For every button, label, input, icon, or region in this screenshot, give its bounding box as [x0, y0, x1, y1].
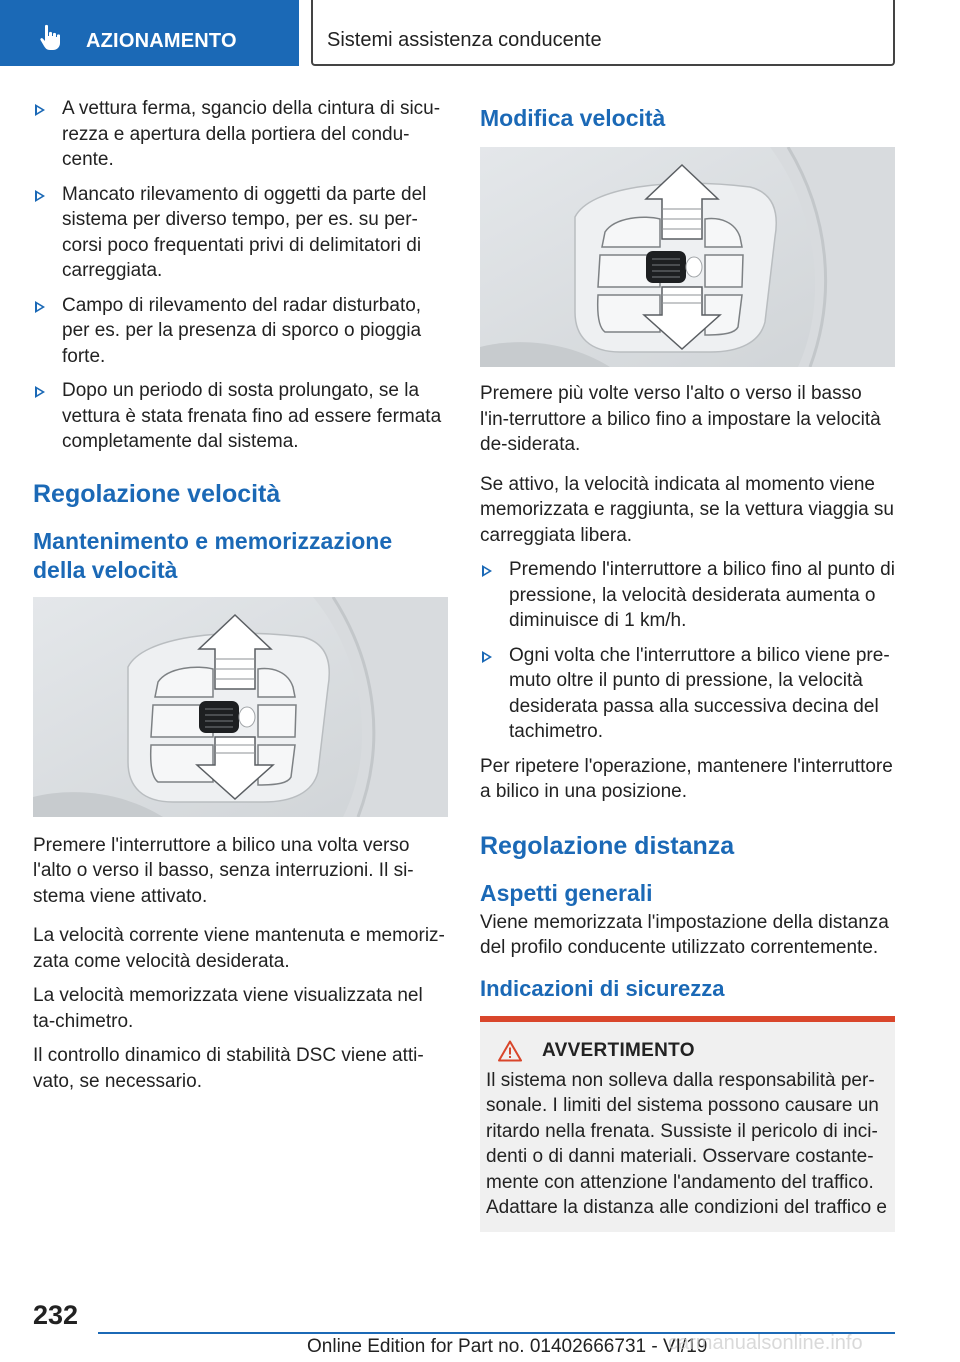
section-tab[interactable]	[0, 0, 299, 66]
right-column	[480, 104, 895, 1232]
bullet-item: Premendo l'interruttore a bilico fino al punto di pressione, la velocità desiderata aumenta o diminuisce di 1 km/h.	[480, 557, 895, 634]
paragraph: Viene memorizzata l'impostazione della distanza del profilo conducente utilizzato correntemente.	[480, 911, 889, 958]
warning-triangle-icon	[498, 1040, 522, 1062]
bullet-item: A vettura ferma, sgancio della cintura di sicu-rezza e apertura della portiera del condu-cente.	[33, 96, 448, 173]
left-column	[33, 96, 448, 1103]
steering-switch-figure	[33, 597, 448, 817]
section-label: AZIONAMENTO	[86, 30, 237, 52]
subsection-heading: Mantenimento e memorizzazione della velocità	[33, 527, 393, 583]
bullet-item: Campo di rilevamento del radar disturbato, per es. per la presenza di sporco o pioggia forte.	[33, 293, 448, 370]
subsection-heading: Aspetti generali	[480, 879, 653, 906]
warning-title: AVVERTIMENTO	[542, 1039, 695, 1061]
steering-switch-figure	[480, 147, 895, 367]
paragraph: Se attivo, la velocità indicata al momento viene memorizzata e raggiunta, se la vettura viaggia su carreggiata libera.	[480, 473, 894, 546]
chapter-title-box	[311, 0, 895, 66]
subsection-heading: Modifica velocità	[480, 105, 666, 131]
page-number: 232	[33, 1300, 79, 1330]
watermark: carmanualsonline.info	[668, 1332, 863, 1354]
paragraph: La velocità corrente viene mantenuta e memoriz-zata come velocità desiderata.	[33, 925, 445, 972]
bullet-item: Ogni volta che l'interruttore a bilico viene pre-muto oltre il punto di pressione, la velocità desiderata passa alla successiva decina del tachimetro.	[480, 643, 895, 745]
bullet-item: Mancato rilevamento di oggetti da parte del sistema per diverso tempo, per es. su per-corsi poco frequentati privi di delimitatori di carreggiata.	[33, 182, 448, 284]
subsection-heading: Indicazioni di sicurezza	[480, 975, 725, 1001]
bullet-item: Dopo un periodo di sosta prolungato, se la vettura è stata frenata fino ad essere fermata completamente dal sistema.	[33, 378, 448, 455]
warning-box	[480, 1016, 895, 1232]
paragraph: Il controllo dinamico di stabilità DSC viene atti-vato, se necessario.	[33, 1045, 424, 1092]
paragraph: La velocità memorizzata viene visualizzata nel ta-chimetro.	[33, 985, 423, 1032]
hand-pointer-icon	[36, 22, 66, 52]
warning-header	[486, 1040, 889, 1062]
warning-text: Il sistema non solleva dalla responsabilità per-sonale. I limiti del sistema possono causare un ritardo nella frenata. Sussiste il pericolo di inci-denti o di danni materiali. Osservare costante-mente con attenzione l'andamento del traffico. Adattare la distanza alle condizioni del traffico e	[486, 1069, 888, 1218]
paragraph: Premere l'interruttore a bilico una volta verso l'alto o verso il basso, senza interruzioni. Il si-stema viene attivato.	[33, 834, 414, 907]
rocker-switch-illustration	[480, 147, 895, 367]
rocker-switch-illustration	[33, 597, 448, 817]
edition-info: Online Edition for Part no. 01402666731 - VI/19	[307, 1336, 708, 1357]
paragraph: Per ripetere l'operazione, mantenere l'interruttore a bilico in una posizione.	[480, 755, 893, 802]
chapter-title: Sistemi assistenza conducente	[327, 29, 602, 51]
section-heading: Regolazione velocità	[33, 479, 281, 508]
page-header	[0, 0, 960, 66]
paragraph: Premere più volte verso l'alto o verso il basso l'in-terruttore a bilico fino a impostare la velocità de-siderata.	[480, 383, 881, 455]
section-heading: Regolazione distanza	[480, 831, 735, 860]
